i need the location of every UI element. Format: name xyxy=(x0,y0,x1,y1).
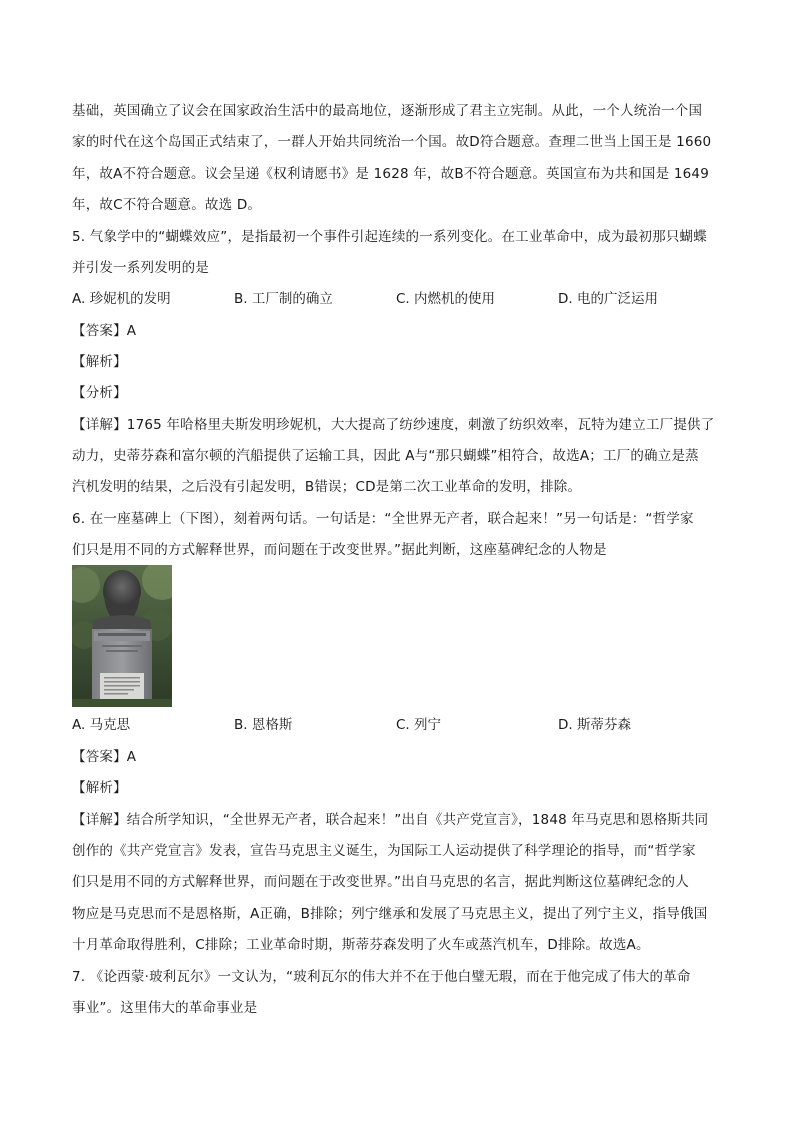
q5-detail-line-1: 【详解】1765 年哈格里夫斯发明珍妮机，大大提高了纺纱速度，刺激了纺织效率，瓦特为建立工厂提供了 xyxy=(72,417,715,433)
q4-text-line-4: 年，故C不符合题意。故选 D。 xyxy=(72,197,262,213)
q5-stem-line-2: 并引发一系列发明的是 xyxy=(72,260,209,276)
q6-detail-line-4: 物应是马克思而不是恩格斯，A正确，B排除；列宁继承和发展了马克思主义，提出了列宁主义，指导俄国 xyxy=(72,906,708,922)
q6-answer: 【答案】A xyxy=(72,749,137,765)
q6-stem-line-1: 6. 在一座墓碑上（下图），刻着两句话。一句话是：“全世界无产者，联合起来！”另一句话是：“哲学家 xyxy=(72,511,694,527)
q5-detail-line-3: 汽机发明的结果，之后没有引起发明，B错误；CD是第二次工业革命的发明，排除。 xyxy=(72,479,582,495)
marx-tomb-photo xyxy=(72,565,172,707)
marx-tomb-photo-graphic xyxy=(72,565,172,707)
q5-answer: 【答案】A xyxy=(72,323,137,339)
q5-option-b: B. 工厂制的确立 xyxy=(234,291,333,307)
q5-detail-line-2: 动力，史蒂芬森和富尔顿的汽船提供了运输工具，因此 A与“那只蝴蝶”相符合，故选A；工厂的确立是蒸 xyxy=(72,448,699,464)
q5-option-d: D. 电的广泛运用 xyxy=(558,291,658,307)
q6-option-c: C. 列宁 xyxy=(396,717,442,733)
q7-stem-line-2: 事业”。这里伟大的革命事业是 xyxy=(72,1000,258,1016)
q6-detail-line-1: 【详解】结合所学知识，“全世界无产者，联合起来！”出自《共产党宣言》，1848 年马克思和恩格斯共同 xyxy=(72,812,709,828)
q5-jiexi-heading: 【解析】 xyxy=(72,354,127,370)
q6-option-a: A. 马克思 xyxy=(72,717,131,733)
q5-stem-line-1: 5. 气象学中的“蝴蝶效应”，是指最初一个事件引起连续的一系列变化。在工业革命中，成为最初那只蝴蝶 xyxy=(72,229,707,245)
q6-option-d: D. 斯蒂芬森 xyxy=(558,717,631,733)
q5-option-a: A. 珍妮机的发明 xyxy=(72,291,171,307)
q4-text-line-3: 年，故A不符合题意。议会呈递《权利请愿书》是 1628 年，故B不符合题意。英国宣布为共和国是 1649 xyxy=(72,166,709,182)
q6-detail-line-5: 十月革命取得胜利，C排除；工业革命时期，斯蒂芬森发明了火车或蒸汽机车，D排除。故选A。 xyxy=(72,937,650,953)
q6-jiexi-heading: 【解析】 xyxy=(72,780,127,796)
q6-detail-line-2: 创作的《共产党宣言》发表，宣告马克思主义诞生，为国际工人运动提供了科学理论的指导，而“哲学家 xyxy=(72,843,696,859)
q7-stem-line-1: 7. 《论西蒙·玻利瓦尔》一文认为，“玻利瓦尔的伟大并不在于他白璧无瑕，而在于他完成了伟大的革命 xyxy=(72,969,691,985)
q6-option-b: B. 恩格斯 xyxy=(234,717,293,733)
q5-fenxi-heading: 【分析】 xyxy=(72,385,127,401)
q6-detail-line-3: 们只是用不同的方式解释世界，而问题在于改变世界。”出自马克思的名言，据此判断这位墓碑纪念的人 xyxy=(72,874,689,890)
q4-text-line-2: 家的时代在这个岛国正式结束了，一群人开始共同统治一个国。故D符合题意。查理二世当上国王是 1660 xyxy=(72,134,712,150)
q5-option-c: C. 内燃机的使用 xyxy=(396,291,496,307)
q4-text-line-1: 基础，英国确立了议会在国家政治生活中的最高地位，逐渐形成了君主立宪制。从此，一个人统治一个国 xyxy=(72,103,703,119)
q6-stem-line-2: 们只是用不同的方式解释世界，而问题在于改变世界。”据此判断，这座墓碑纪念的人物是 xyxy=(72,542,607,558)
